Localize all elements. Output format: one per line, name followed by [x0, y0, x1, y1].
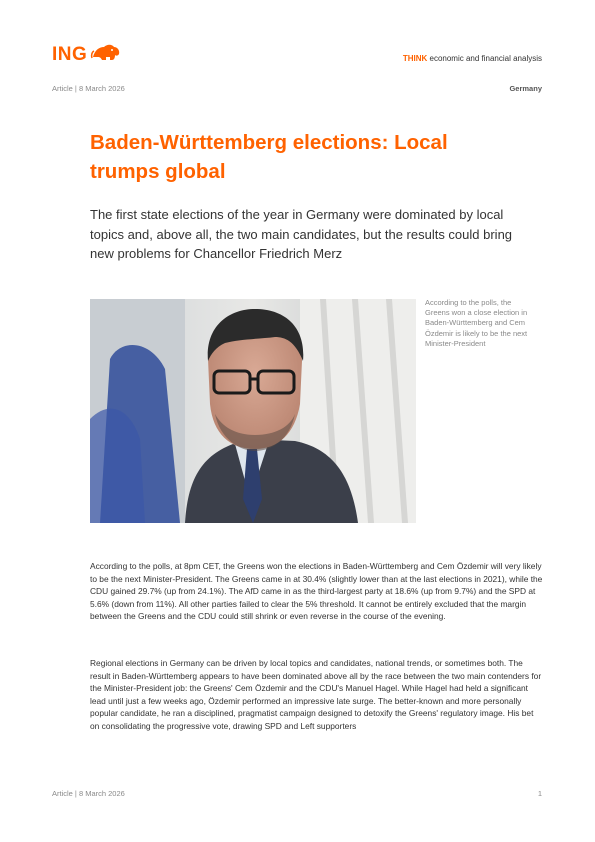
- article-photo: [90, 299, 416, 523]
- body-paragraph: Regional elections in Germany can be driven by local topics and candidates, national trends, or sometimes both. The result in Baden-Württemberg appears to have been dominated above all by the race between the two main contenders for the Minister-President job: the Greens' Cem Özdemir and the CDU's Manuel Hagel. While Hagel had held a significant lead until just a few weeks ago, Özdemir performed an impressive late surge. The better-known and more personally popular candidate, he ran a disciplined, pragmatist campaign designed to detoxify the Greens' regulatory image. His bet on consolidating the progressive vote, drawing SPD and Left supporters: [90, 658, 542, 731]
- think-rest: economic and financial analysis: [427, 54, 542, 63]
- page-number: 1: [537, 789, 542, 798]
- footer-article-date: Article | 8 March 2026: [52, 789, 125, 798]
- think-tagline: [403, 54, 542, 63]
- photo-caption: According to the polls, the Greens won a close election in Baden-Württemberg and Cem Özdemir is likely to be the next Minister-President: [425, 298, 528, 348]
- ing-lion-icon: [90, 42, 122, 67]
- article-lead: The first state elections of the year in Germany were dominated by local topics and, above all, the two main candidates, but the results could bring new problems for Chancellor Friedrich Merz: [90, 207, 513, 261]
- logo-text: ING: [52, 43, 88, 65]
- body-paragraph: According to the polls, at 8pm CET, the Greens won the elections in Baden-Württemberg and Cem Özdemir will very likely to be the next Minister-President. The Greens came in at 30.4% (slightly lower than at the last elections in 2021), while the CDU gained 29.7% (up from 24.1%). The AfD came in as the third-largest party at 18.6% (up from 9.7%) and the SPD at 5.6% (down from 11%). All other parties failed to clear the 5% threshold. It cannot be entirely excluded that the margin between the Greens and the CDU could still shrink or even reverse in the course of the evening.: [90, 561, 543, 622]
- region-tag[interactable]: Germany: [509, 84, 542, 93]
- ing-logo: [52, 42, 122, 67]
- article-title: Baden-Württemberg elections: Local trumps global: [90, 131, 448, 183]
- think-word: THINK: [402, 54, 428, 63]
- article-date: Article | 8 March 2026: [52, 84, 125, 93]
